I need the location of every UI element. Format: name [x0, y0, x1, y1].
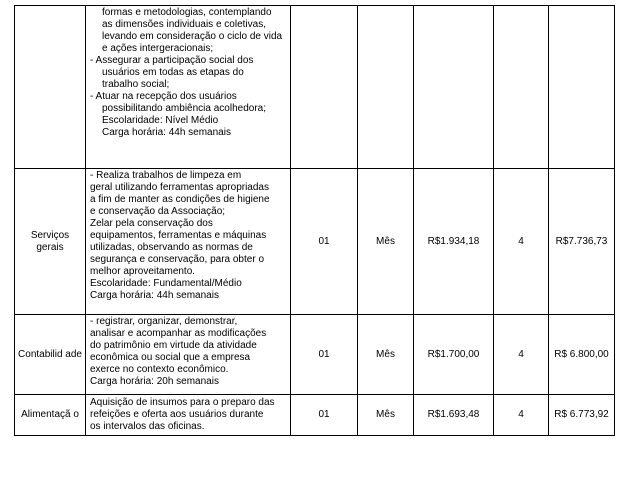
role-cell	[15, 6, 86, 169]
table-row	[15, 6, 615, 169]
description-line: segurança e conservação, para obter o	[90, 254, 264, 265]
quantity-cell	[291, 6, 358, 169]
description-line: Zelar pela conservação dos	[90, 218, 213, 229]
table-row	[15, 169, 615, 315]
description-line: possibilitando ambiência acolhedora;	[102, 103, 266, 114]
description-line: levando em consideração o ciclo de vida	[102, 31, 283, 42]
description-line: e conservação da Associação;	[90, 206, 226, 217]
description-line: - Realiza trabalhos de limpeza em	[90, 170, 242, 181]
description-line: os intervalos das oficinas.	[90, 421, 205, 432]
description-line: Carga horária: 20h semanais	[90, 376, 219, 387]
description-line: Escolaridade: Fundamental/Médio	[90, 278, 242, 289]
description-line: a fim de manter as condições de higiene	[90, 194, 270, 205]
months-cell	[494, 6, 549, 169]
description-line: Escolaridade: Nível Médio	[102, 115, 219, 126]
role-cell: Alimentaçã o	[15, 395, 86, 436]
description-line: equipamentos, ferramentas e máquinas	[90, 230, 267, 241]
months-cell: 4	[494, 315, 549, 395]
description-line: exerce no contexto econômico.	[90, 364, 229, 375]
description-line: refeições e oferta aos usuários durante	[90, 409, 264, 420]
description-line: Carga horária: 44h semanais	[90, 290, 219, 301]
description-line: usuários em todas as etapas do	[102, 67, 244, 78]
quantity-cell: 01	[291, 395, 358, 436]
quantity-cell: 01	[291, 315, 358, 395]
total-cell: R$7.736,73	[549, 169, 615, 315]
role-cell: Contabilid ade	[15, 315, 86, 395]
table-row	[15, 315, 615, 395]
description-line: melhor aproveitamento.	[90, 266, 196, 277]
description-line: - Atuar na recepção dos usuários	[90, 91, 237, 102]
description-cell	[86, 169, 291, 315]
unit-cell: Mês	[358, 315, 414, 395]
description-line: analisar e acompanhar as modificações	[90, 328, 267, 339]
unit-cell	[358, 6, 414, 169]
description-line: do patrimônio em virtude da atividade	[90, 340, 257, 351]
unit-price-cell: R$1.700,00	[414, 315, 494, 395]
description-cell	[86, 315, 291, 395]
description-line: - registrar, organizar, demonstrar,	[90, 316, 238, 327]
total-cell: R$ 6.800,00	[549, 315, 615, 395]
unit-price-cell: R$1.934,18	[414, 169, 494, 315]
description-line: trabalho social;	[102, 79, 170, 90]
description-line: utilizadas, observando as normas de	[90, 242, 253, 253]
unit-price-cell: R$1.693,48	[414, 395, 494, 436]
unit-price-cell	[414, 6, 494, 169]
description-cell	[86, 6, 291, 169]
description-cell	[86, 395, 291, 436]
total-cell	[549, 6, 615, 169]
description-line: Carga horária: 44h semanais	[102, 127, 231, 138]
role-cell: Serviços gerais	[15, 169, 86, 315]
description-line: formas e metodologias, contemplando	[102, 7, 272, 18]
table-row	[15, 395, 615, 436]
description-line: - Assegurar a participação social dos	[90, 55, 254, 66]
description-line: e ações intergeracionais;	[102, 43, 214, 54]
months-cell: 4	[494, 169, 549, 315]
budget-table	[14, 5, 615, 436]
description-line: Aquisição de insumos para o preparo das	[90, 397, 275, 408]
description-line: as dimensões individuais e coletivas,	[102, 19, 266, 30]
total-cell: R$ 6.773,92	[549, 395, 615, 436]
months-cell: 4	[494, 395, 549, 436]
description-line: econômica ou social que a empresa	[90, 352, 251, 363]
unit-cell: Mês	[358, 169, 414, 315]
quantity-cell: 01	[291, 169, 358, 315]
unit-cell: Mês	[358, 395, 414, 436]
description-line: geral utilizando ferramentas apropriadas	[90, 182, 269, 193]
